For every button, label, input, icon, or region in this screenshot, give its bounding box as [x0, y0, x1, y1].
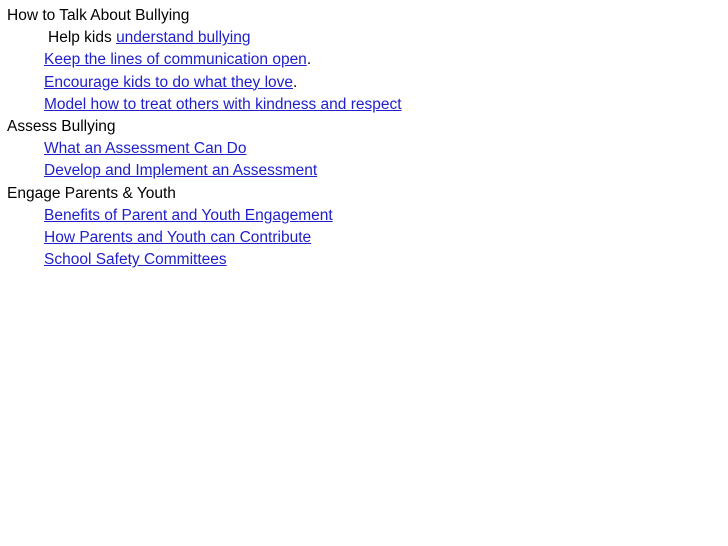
list-item [7, 138, 722, 160]
list-item [7, 160, 722, 182]
item-suffix-text: . [306, 51, 312, 69]
section-heading-talk: How to Talk About Bullying [7, 7, 190, 24]
list-item [7, 27, 722, 49]
link-how-contribute[interactable]: How Parents and Youth can Contribute [44, 228, 312, 246]
link-develop-assessment[interactable]: Develop and Implement an Assessment [44, 162, 318, 180]
list-item [7, 72, 722, 94]
link-model-kindness[interactable]: Model how to treat others with kindness and respect [44, 95, 402, 113]
section-heading-assess: Assess Bullying [7, 117, 116, 135]
link-encourage-kids[interactable]: Encourage kids to do what they love [44, 73, 294, 91]
item-suffix-text: . [293, 73, 298, 91]
list-item [7, 49, 722, 71]
link-safety-committees[interactable]: School Safety Committees [44, 251, 227, 269]
link-understand-bullying[interactable]: understand bullying [116, 29, 251, 47]
list-item [7, 205, 722, 227]
item-prefix-text: Help kids [48, 29, 117, 47]
document-body [7, 5, 722, 271]
section-heading-engage: Engage Parents & Youth [7, 184, 176, 202]
list-item [7, 249, 722, 271]
list-item [7, 94, 722, 116]
link-keep-communication-open[interactable]: Keep the lines of communication open [44, 51, 307, 69]
link-what-assessment-can-do[interactable]: What an Assessment Can Do [44, 140, 247, 158]
link-benefits-engagement[interactable]: Benefits of Parent and Youth Engagement [44, 206, 333, 224]
list-item [7, 227, 722, 249]
